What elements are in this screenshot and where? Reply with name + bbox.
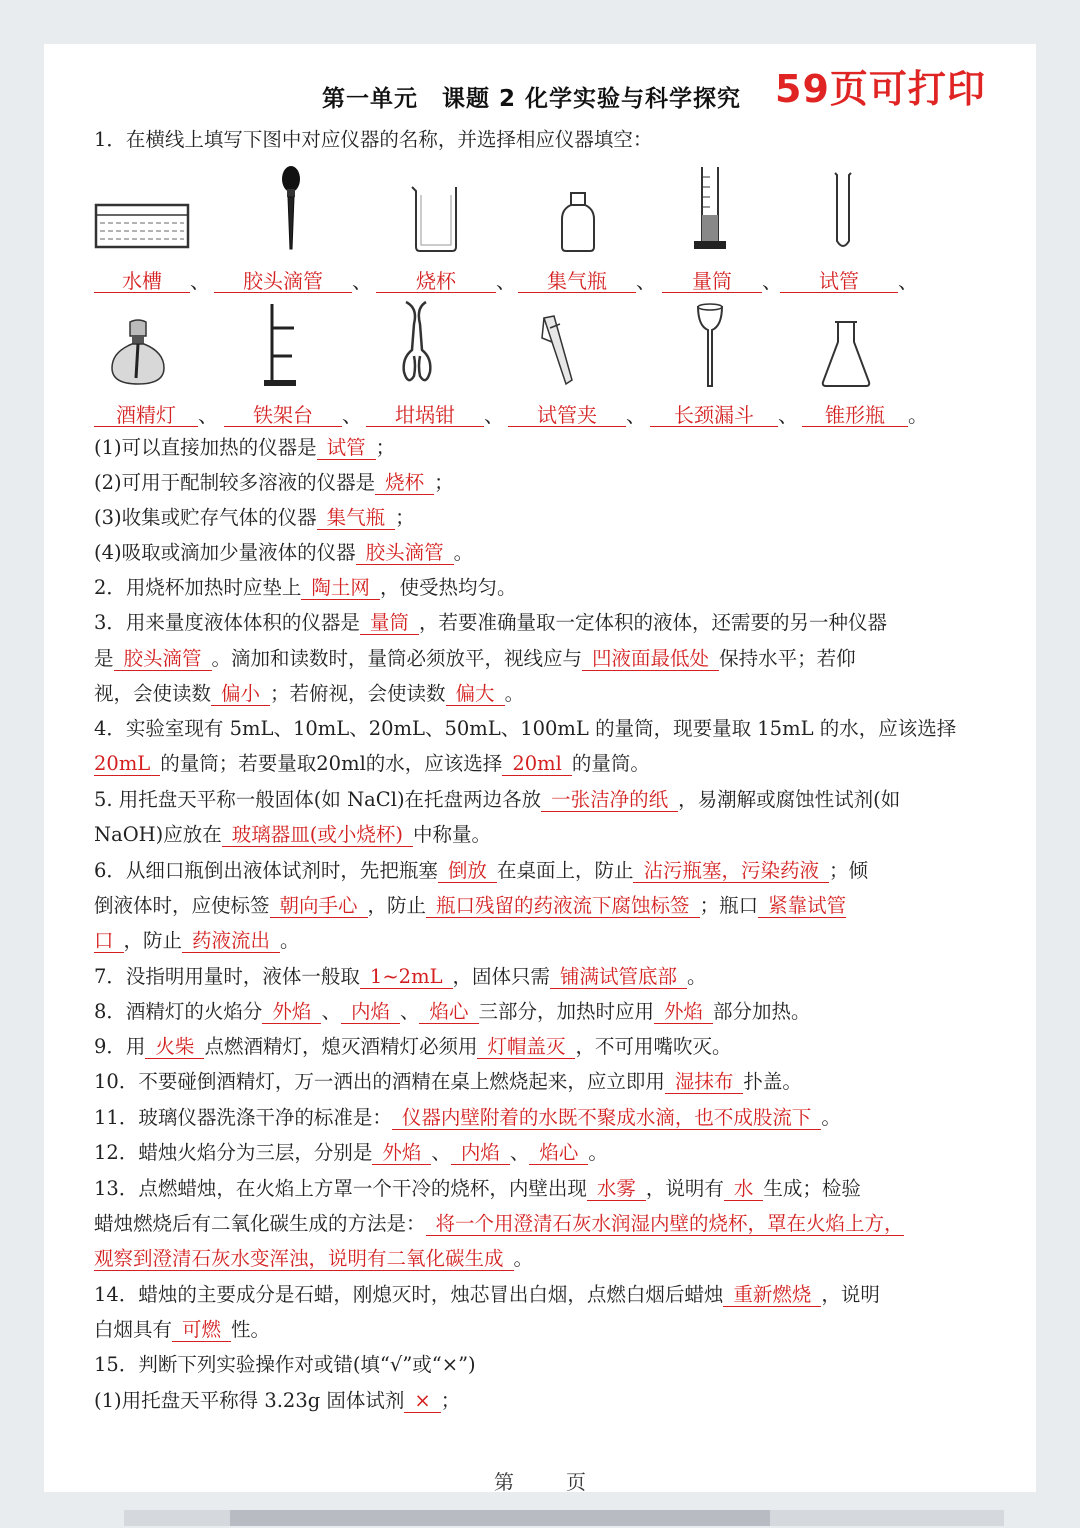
long-neck-funnel-icon [694,302,726,388]
test-tube-clamp-icon [538,314,578,388]
q13-line3: 观察到澄清石灰水变浑浊，说明有二氧化碳生成 。 [94,1247,534,1270]
answer-blank: 试管 [317,437,376,460]
answer-blank: 凹液面最低处 [582,648,719,671]
q8: 8．酒精灯的火焰分 外焰 、 内焰 、 焰心 三部分，加热时应用 外焰 部分加热。 [94,1000,811,1023]
answer-blank: 铁架台 [224,404,342,427]
answer-blank: 一张洁净的纸 [541,789,678,812]
answer-blank: 焰心 [529,1142,588,1165]
answer-blank: 试管 [780,270,898,293]
q7: 7．没指明用量时，液体一般取 1~2mL ，固体只需 铺满试管底部 。 [94,965,707,988]
q1-sub4: (4)吸取或滴加少量液体的仪器 胶头滴管 。 [94,541,474,564]
answer-blank: 紧靠试管 [758,895,846,918]
answer-blank: 长颈漏斗 [650,404,778,427]
q14-line2: 白烟具有 可燃 性。 [94,1318,271,1341]
printable-stamp: 59页可打印 [775,67,986,111]
beaker-icon [408,183,464,253]
q3-line3: 视，会使读数 偏小 ；若俯视，会使读数 偏大 。 [94,682,525,705]
apparatus-row-1 [90,165,970,255]
answer-blank: 偏小 [211,683,270,706]
gas-bottle-icon [558,191,598,253]
q1-sub3: (3)收集或贮存气体的仪器 集气瓶 ； [94,506,415,529]
q12: 12．蜡烛火焰分为三层，分别是 外焰 、 内焰 、 焰心 。 [94,1141,608,1164]
q11: 11．玻璃仪器洗涤干净的标准是： 仪器内壁附着的水既不聚成水滴，也不成股流下 。 [94,1106,841,1129]
answer-blank: 胶头滴管 [356,542,454,565]
page-footer: 第 页 [494,1470,586,1494]
answer-blank: 外焰 [262,1001,321,1024]
answer-blank: 酒精灯 [94,404,198,427]
answer-blank: 沾污瓶塞，污染药液 [633,860,829,883]
q13-line2: 蜡烛燃烧后有二氧化碳生成的方法是： 将一个用澄清石灰水润湿内壁的烧杯，罩在火焰上方， [94,1212,904,1235]
q14-line1: 14．蜡烛的主要成分是石蜡，刚熄灭时，烛芯冒出白烟，点燃白烟后蜡烛 重新燃烧 ，说明 [94,1283,880,1306]
q1-sub2: (2)可用于配制较多溶液的仪器是 烧杯 ； [94,471,454,494]
answer-blank: 集气瓶 [317,507,396,530]
answer-blank: 焰心 [419,1001,478,1024]
answer-blank: × [404,1390,440,1413]
dropper-icon [276,165,306,253]
answer-blank: 烧杯 [375,472,434,495]
conical-flask-icon [820,320,872,388]
answer-blank: 量筒 [662,270,762,293]
answer-blank: 内焰 [341,1001,400,1024]
q6-line1: 6．从细口瓶倒出液体试剂时，先把瓶塞 倒放 在桌面上，防止 沾污瓶塞，污染药液 ；倾 [94,859,868,882]
answer-blank: 量筒 [360,612,419,635]
graduated-cylinder-icon [692,165,728,253]
answer-blank: 胶头滴管 [114,648,212,671]
page-title: 第一单元 课题 2 化学实验与科学探究 [322,86,742,112]
answer-blank: 烧杯 [376,270,496,293]
answer-blank: 坩埚钳 [366,404,484,427]
q4-line1: 4．实验室现有 5mL、10mL、20mL、50mL、100mL 的量筒，现要量取 15mL 的水，应该选择 [94,717,957,740]
answer-blank: 外焰 [654,1001,713,1024]
answer-blank: 火柴 [145,1036,204,1059]
answer-blank: 灯帽盖灭 [477,1036,575,1059]
answer-blank: 倒放 [438,860,497,883]
answer-blank: 20ml [502,753,572,776]
q13-line1: 13．点燃蜡烛，在火焰上方罩一个干冷的烧杯，内壁出现 水雾 ，说明有 水 生成；检验 [94,1177,861,1200]
answer-blank: 1~2mL [360,966,453,989]
answer-blank: 铺满试管底部 [550,966,687,989]
test-tube-icon [832,171,854,253]
answer-blank: 胶头滴管 [214,270,352,293]
q1-sub1: (1)可以直接加热的仪器是 试管 ； [94,436,396,459]
answer-blank: 试管夹 [508,404,626,427]
answer-blank: 水 [724,1178,764,1201]
answer-blank: 将一个用澄清石灰水润湿内壁的烧杯，罩在火焰上方， [426,1213,904,1236]
answer-blank: 瓶口残留的药液流下腐蚀标签 [426,895,700,918]
water-trough-icon [94,201,190,251]
answer-blank: 口 [94,930,124,953]
answer-blank: 水槽 [94,270,190,293]
answer-blank: 集气瓶 [518,270,636,293]
q9: 9．用 火柴 点燃酒精灯，熄灭酒精灯必须用 灯帽盖灭 ，不可用嘴吹灭。 [94,1035,732,1058]
answer-blank: 湿抹布 [665,1071,744,1094]
answer-blank: 药液流出 [182,930,280,953]
q10: 10．不要碰倒酒精灯，万一洒出的酒精在桌上燃烧起来，应立即用 湿抹布 扑盖。 [94,1070,802,1093]
answer-blank: 可燃 [172,1319,231,1342]
q1-prompt: 1．在横线上填写下图中对应仪器的名称，并选择相应仪器填空： [94,128,653,151]
answer-blank: 锥形瓶 [802,404,908,427]
answer-blank: 玻璃器皿(或小烧杯) [222,824,413,847]
q3-line2: 是 胶头滴管 。滴加和读数时，量筒必须放平，视线应与 凹液面最低处 保持水平；若仰 [94,647,856,670]
alcohol-lamp-icon [108,318,168,388]
iron-stand-icon [260,302,300,388]
answer-blank: 水雾 [587,1178,646,1201]
answer-blank: 偏大 [446,683,505,706]
q5-line2: NaOH)应放在 玻璃器皿(或小烧杯) 中称量。 [94,823,492,846]
scrollbar-thumb[interactable] [230,1510,770,1526]
q6-line2: 倒液体时，应使标签 朝向手心 ，防止 瓶口残留的药液流下腐蚀标签 ；瓶口 紧靠试管 [94,894,847,917]
q2: 2．用烧杯加热时应垫上 陶土网 ，使受热均匀。 [94,576,517,599]
q6-line3: 口 ，防止 药液流出 。 [94,929,300,952]
answer-blank: 朝向手心 [270,895,368,918]
crucible-tongs-icon [396,300,440,388]
answer-blank: 仪器内壁附着的水既不聚成水滴，也不成股流下 [392,1107,822,1130]
answer-blank: 外焰 [372,1142,431,1165]
apparatus-row-2 [90,300,970,390]
q4-line2: 20mL 的量筒；若要量取20ml的水，应该选择 20ml 的量筒。 [94,752,650,775]
answer-blank: 陶土网 [301,577,380,600]
answer-blank: 20mL [94,753,160,776]
q15-sub1: (1)用托盘天平称得 3.23g 固体试剂 × ； [94,1389,461,1412]
q3-line1: 3．用来量度液体体积的仪器是 量筒 ，若要准确量取一定体积的液体，还需要的另一种仪器 [94,611,887,634]
q5-line1: 5. 用托盘天平称一般固体(如 NaCl)在托盘两边各放 一张洁净的纸 ，易潮解或腐蚀性试剂(如 [94,788,901,811]
q15-prompt: 15．判断下列实验操作对或错(填“√”或“×”) [94,1353,476,1376]
answer-blank: 内焰 [451,1142,510,1165]
answer-blank: 观察到澄清石灰水变浑浊，说明有二氧化碳生成 [94,1248,514,1271]
answer-blank: 重新燃烧 [723,1284,821,1307]
